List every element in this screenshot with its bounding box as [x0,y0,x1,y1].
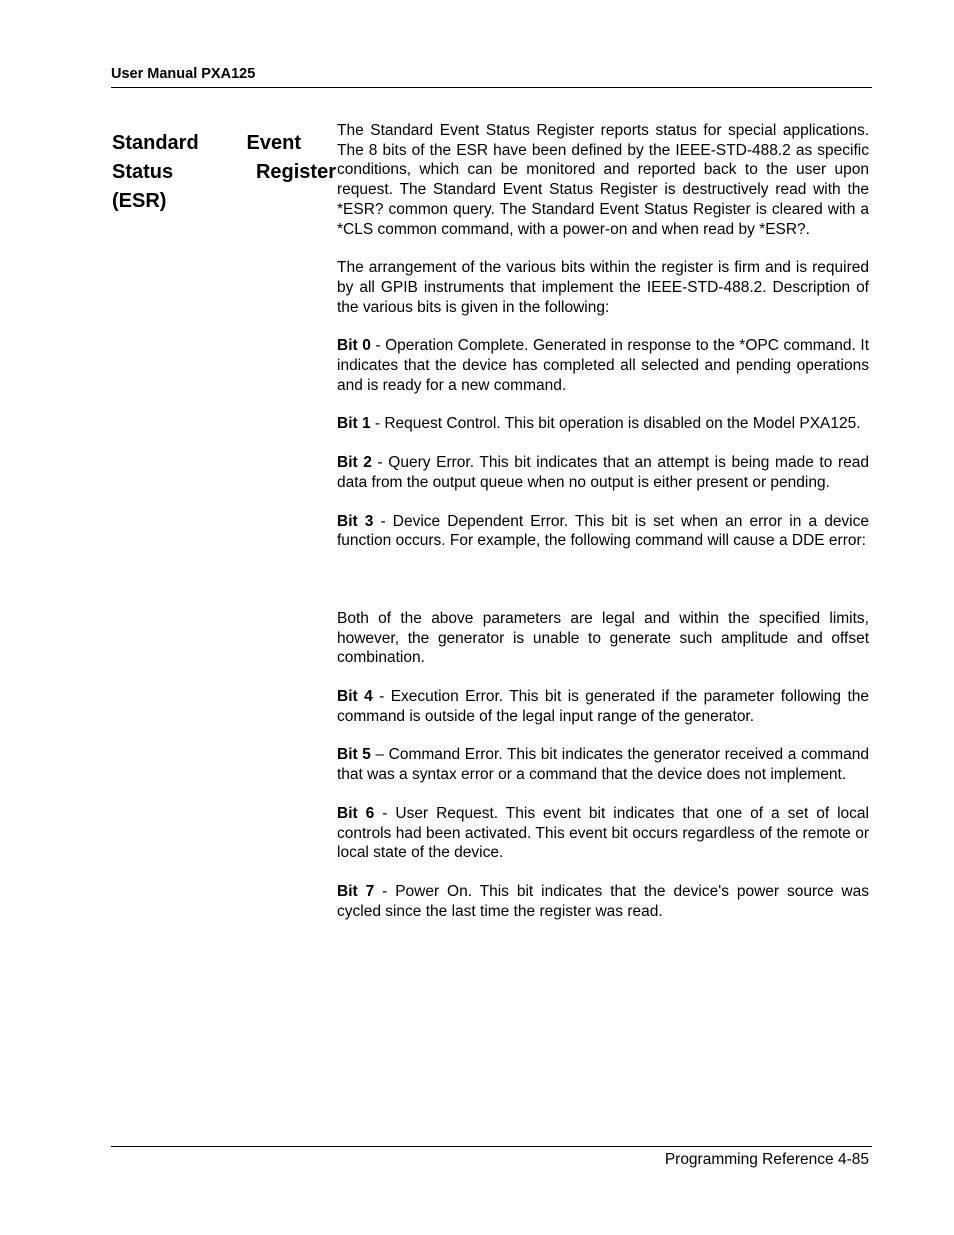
body-text-column [337,121,869,940]
bit-4-label: Bit 4 [337,688,373,706]
intro-paragraph: The Standard Event Status Register reports status for special applications. The 8 bits of the ESR have been defined by the IEEE-STD-488.2 as specific conditions, which can be monitored and reported back to the user upon request. The Standard Event Status Register is destructively read with the *ESR? common query. The Standard Event Status Register is cleared with a *CLS common command, with a power-on and when read by *ESR?. [337,122,869,238]
bit-1-paragraph [337,414,869,434]
bit-4-paragraph [337,687,869,726]
bit-3-label: Bit 3 [337,512,374,530]
bit-0-label: Bit 0 [337,337,371,355]
bit-3-paragraph [337,512,869,551]
dde-note-paragraph: Both of the above parameters are legal and within the specified limits, however, the generator is unable to generate such amplitude and offset combination. [337,609,869,667]
page-footer [111,1146,872,1170]
bit-2-text: - Query Error. This bit indicates that an attempt is being made to read data from the output queue when no output is either present or pending. [337,454,869,491]
footer-page-reference: Programming Reference 4-85 [664,1151,869,1168]
bit-7-text: - Power On. This bit indicates that the device's power source was cycled since the last time the register was read. [337,882,869,920]
bit-5-paragraph [337,745,869,784]
heading-word-status: Status [112,161,174,183]
bit-5-label: Bit 5 [337,746,371,764]
heading-word-register: Register [255,161,336,183]
bit-7-label: Bit 7 [337,882,375,900]
section-heading-line-1 [112,129,336,158]
bit-0-text: - Operation Complete. Generated in response to the *OPC command. It indicates that the device has completed all selected and pending operations and is ready for a new command. [337,337,869,394]
bit-4-text: - Execution Error. This bit is generated if the parameter following the command is outside of the legal input range of the generator. [337,688,869,725]
page-header [111,65,872,88]
section-heading-line-3: (ESR) [112,190,167,212]
bit-3-text: - Device Dependent Error. This bit is set when an error in a device function occurs. For example, the following command will cause a DDE error: [337,512,869,550]
bit-6-label: Bit 6 [337,804,375,822]
arrangement-paragraph: The arrangement of the various bits within the register is firm and is required by all GPIB instruments that implement the IEEE-STD-488.2. Description of the various bits is given in the following: [337,259,869,316]
bit-5-text: – Command Error. This bit indicates the generator received a command that was a syntax error or a command that the device does not implement. [337,746,870,784]
bit-2-paragraph [337,453,869,492]
section-heading [112,129,336,216]
bit-1-label: Bit 1 [337,415,371,433]
bit-2-label: Bit 2 [337,454,372,472]
header-title: User Manual PXA125 [111,66,256,82]
section-heading-line-2 [112,158,336,187]
bit-7-paragraph [337,882,869,921]
heading-word-event: Event [246,132,301,154]
bit-6-paragraph [337,804,869,863]
bit-1-text: - Request Control. This bit operation is disabled on the Model PXA125. [370,415,861,433]
bit-6-text: - User Request. This event bit indicates that one of a set of local controls had been activated. This event bit occurs regardless of the remote or local state of the device. [337,804,869,862]
bit-0-paragraph [337,336,869,395]
heading-word-standard: Standard [112,132,199,154]
